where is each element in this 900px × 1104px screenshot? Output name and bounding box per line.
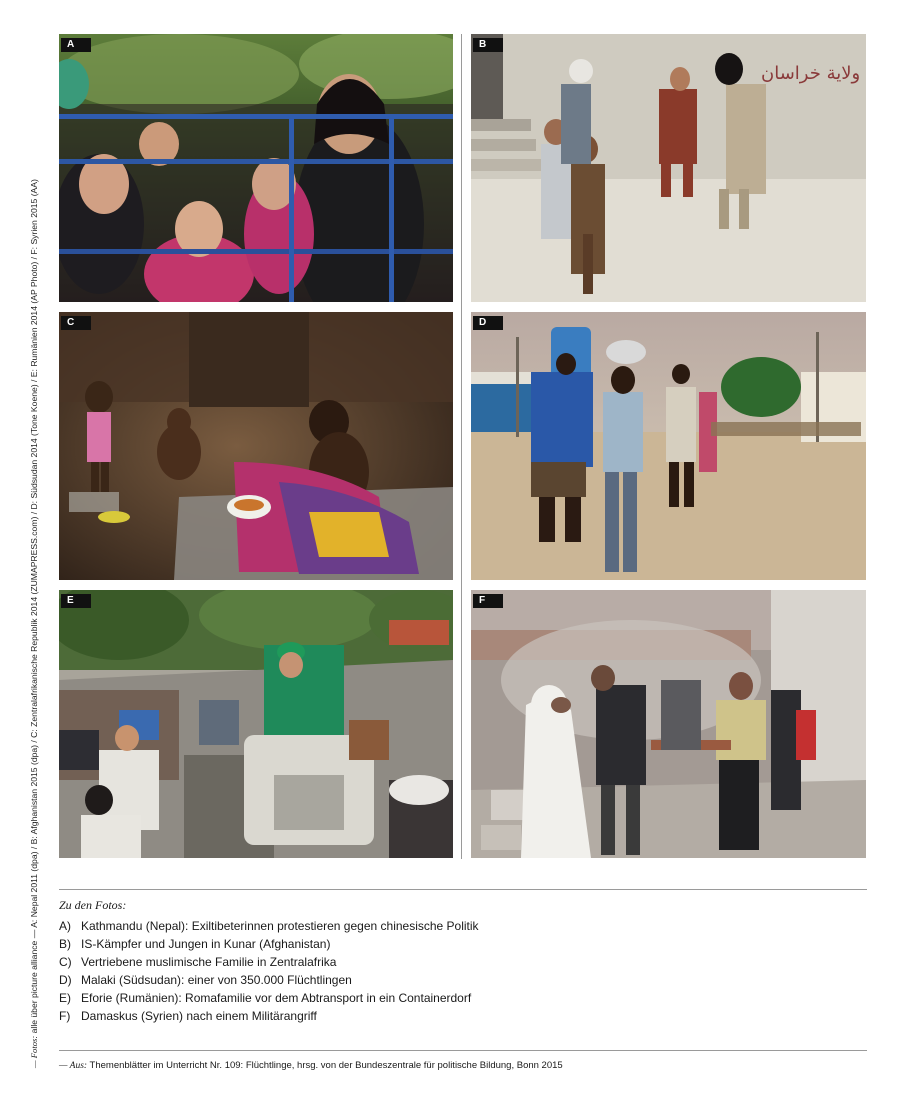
- caption-b: [59, 935, 867, 953]
- photo-b: [471, 34, 866, 302]
- photo-c-label: C: [61, 316, 91, 330]
- caption-a: [59, 917, 867, 935]
- photo-credits-text: alle über picture alliance — A: Nepal 2011 (dpa) / B: Afghanistan 2015 (dpa) / C: Zentralafrikanische Republik 2014 (ZUMAPRESS.com) / D: Südsudan 2014 (Tone Koene) / E: Rumänien 2014 (AP Photo) / F: Syrien 2015 (AA): [29, 179, 39, 1034]
- captions-title: Zu den Fotos:: [59, 898, 127, 912]
- photo-d: [471, 312, 866, 580]
- photo-f-image: [471, 590, 866, 858]
- caption-divider-top: [59, 889, 867, 890]
- photo-f-label: F: [473, 594, 503, 608]
- caption-text: Kathmandu (Nepal): Exiltibeterinnen protestieren gegen chinesische Politik: [81, 919, 479, 933]
- caption-key: F): [59, 1009, 71, 1023]
- column-divider: [461, 34, 462, 859]
- caption-text: Eforie (Rumänien): Romafamilie vor dem Abtransport in ein Containerdorf: [81, 991, 472, 1005]
- caption-key: A): [59, 919, 71, 933]
- photo-d-label: D: [473, 316, 503, 330]
- caption-divider-bottom: [59, 1050, 867, 1051]
- photo-captions: [59, 898, 867, 1025]
- photo-credits-prefix: — Fotos:: [29, 1035, 39, 1068]
- photo-a-label: A: [61, 38, 91, 52]
- photo-e-image: [59, 590, 453, 858]
- photo-d-image: [471, 312, 866, 580]
- photo-b-image: [471, 34, 866, 302]
- photo-b-label: B: [473, 38, 503, 52]
- source-text: Themenblätter im Unterricht Nr. 109: Flüchtlinge, hrsg. von der Bundeszentrale für politische Bildung, Bonn 2015: [89, 1060, 563, 1071]
- caption-key: D): [59, 973, 72, 987]
- photo-c: [59, 312, 453, 580]
- photo-b-wall-text: ولاية خراسان: [761, 63, 861, 84]
- photo-e-label: E: [61, 594, 91, 608]
- caption-e: [59, 989, 867, 1007]
- source-prefix: — Aus:: [59, 1061, 88, 1071]
- caption-f: [59, 1007, 867, 1025]
- photo-c-image: [59, 312, 453, 580]
- caption-key: B): [59, 937, 71, 951]
- photo-e: [59, 590, 453, 858]
- photo-a: [59, 34, 453, 302]
- caption-text: Malaki (Südsudan): einer von 350.000 Flüchtlingen: [81, 973, 352, 987]
- caption-key: E): [59, 991, 71, 1005]
- photo-f: [471, 590, 866, 858]
- caption-d: [59, 971, 867, 989]
- source-note: [59, 1060, 563, 1071]
- caption-text: Damaskus (Syrien) nach einem Militärangriff: [81, 1009, 317, 1023]
- caption-c: [59, 953, 867, 971]
- caption-text: IS-Kämpfer und Jungen in Kunar (Afghanistan): [81, 937, 331, 951]
- caption-text: Vertriebene muslimische Familie in Zentralafrika: [81, 955, 337, 969]
- photo-credits: [27, 28, 41, 1068]
- caption-key: C): [59, 955, 72, 969]
- photo-a-image: [59, 34, 453, 302]
